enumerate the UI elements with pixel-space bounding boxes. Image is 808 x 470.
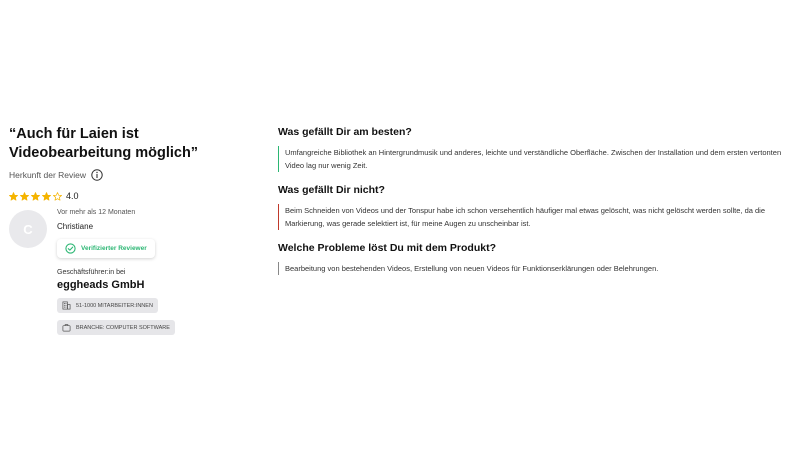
employees-tag-label: 51-1000 MITARBEITER:INNEN — [76, 302, 153, 309]
info-icon[interactable] — [91, 169, 103, 181]
section-problems — [278, 241, 800, 275]
star-filled-icon — [20, 192, 29, 201]
verified-label: Verifizierter Reviewer — [81, 245, 147, 252]
verified-check-icon — [65, 243, 76, 254]
review-title: “Auch für Laien ist Videobearbeitung möglich” — [9, 126, 199, 161]
answer-dislikes: Beim Schneiden von Videos und der Tonspur habe ich schon versehentlich häufiger mal etwas gelöscht, was nicht gelöscht werden sollte, da die Markierung, was gerade selektiert ist, für meine Augen zu unscheinbar ist. — [278, 204, 800, 230]
answer-likes: Umfangreiche Bibliothek an Hintergrundmusik und anderes, leichte und verständliche Oberfläche. Zwischen der Installation und dem ersten vertonten Video lag nur wenig Zeit. — [278, 146, 800, 172]
section-likes — [278, 125, 800, 172]
review-origin-label: Herkunft der Review — [9, 170, 87, 180]
star-rating — [9, 191, 264, 201]
reviewer-name: Christiane — [57, 222, 94, 231]
answer-problems: Bearbeitung von bestehenden Videos, Erstellung von neuen Videos für Funktionserklärungen oder Belehrungen. — [278, 262, 800, 275]
star-filled-icon — [42, 192, 51, 201]
question-likes: Was gefällt Dir am besten? — [278, 126, 412, 138]
briefcase-icon — [62, 323, 71, 332]
verified-badge — [57, 239, 155, 258]
industry-tag — [57, 320, 175, 335]
rating-value: 4.0 — [66, 191, 79, 201]
review-date: Vor mehr als 12 Monaten — [57, 209, 136, 216]
star-empty-icon — [53, 192, 62, 201]
review-details — [278, 125, 800, 275]
review-summary — [9, 125, 264, 335]
stars — [9, 192, 62, 201]
question-problems: Welche Probleme löst Du mit dem Produkt? — [278, 242, 497, 254]
industry-tag-label: BRANCHE: COMPUTER SOFTWARE — [76, 324, 170, 331]
review-origin[interactable] — [9, 169, 264, 181]
star-filled-icon — [9, 192, 18, 201]
reviewer-company: eggheads GmbH — [57, 279, 145, 291]
question-dislikes: Was gefällt Dir nicht? — [278, 184, 385, 196]
avatar: C — [9, 210, 47, 248]
building-icon — [62, 301, 71, 310]
reviewer-job-title: Geschäftsführer:in bei — [57, 269, 126, 276]
reviewer-card — [9, 209, 264, 335]
star-filled-icon — [31, 192, 40, 201]
section-dislikes — [278, 183, 800, 230]
employees-tag — [57, 298, 158, 313]
